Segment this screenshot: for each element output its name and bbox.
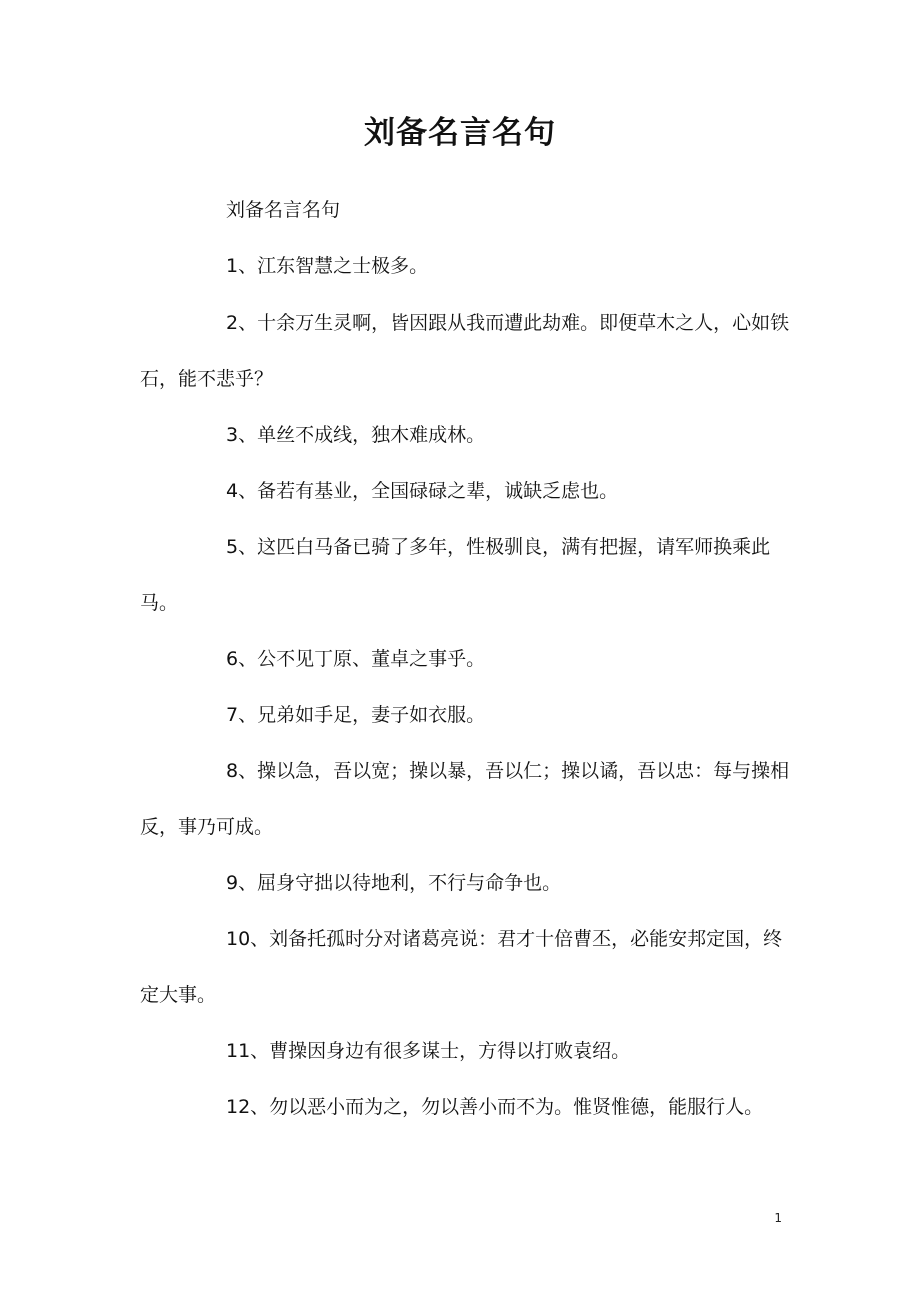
- quote-paragraph-9: 9、屈身守拙以待地利，不行与命争也。: [226, 872, 562, 894]
- quote-paragraph-6: 6、公不见丁原、董卓之事乎。: [226, 648, 486, 670]
- document-title: 刘备名言名句: [364, 115, 556, 151]
- quote-paragraph-8: 8、操以急，吾以宽；操以暴，吾以仁；操以谲，吾以忠：每与操相反，事乃可成。: [140, 760, 790, 838]
- subtitle-paragraph: 刘备名言名句: [226, 199, 341, 221]
- quote-paragraph-5: 5、这匹白马备已骑了多年，性极驯良，满有把握，请军师换乘此马。: [140, 536, 771, 614]
- quote-paragraph-4: 4、备若有基业，全国碌碌之辈，诚缺乏虑也。: [226, 480, 619, 502]
- quote-paragraph-2: 2、十余万生灵啊，皆因跟从我而遭此劫难。即便草木之人，心如铁石，能不悲乎？: [140, 312, 790, 390]
- quote-paragraph-7: 7、兄弟如手足，妻子如衣服。: [226, 704, 486, 726]
- quote-paragraph-12: 12、勿以恶小而为之，勿以善小而不为。惟贤惟德，能服行人。: [226, 1096, 764, 1118]
- page-number: 1: [774, 1211, 782, 1225]
- quote-paragraph-3: 3、单丝不成线，独木难成林。: [226, 424, 486, 446]
- quote-paragraph-10: 10、刘备托孤时分对诸葛亮说：君才十倍曹丕，必能安邦定国，终定大事。: [140, 928, 783, 1006]
- quote-paragraph-1: 1、江东智慧之士极多。: [226, 255, 429, 277]
- quote-paragraph-11: 11、曹操因身边有很多谋士，方得以打败袁绍。: [226, 1040, 631, 1062]
